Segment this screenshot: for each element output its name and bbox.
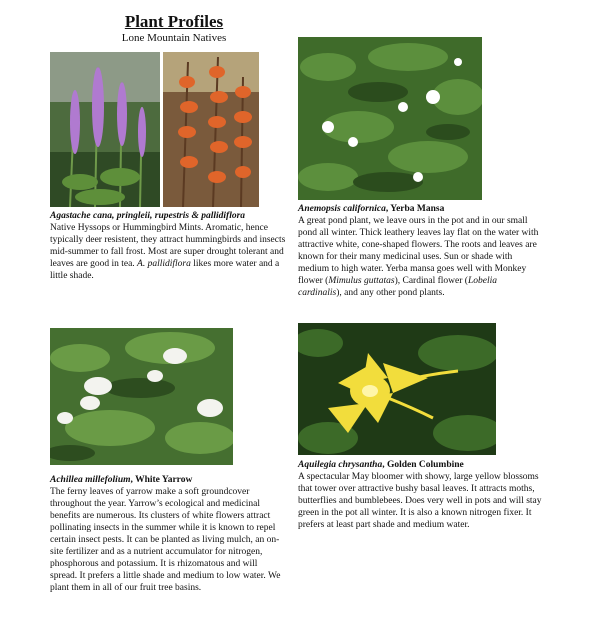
page-title: Plant Profiles [124, 12, 224, 31]
common-name: , Yerba Mansa [385, 204, 445, 214]
profile-white-yarrow [50, 474, 285, 594]
botanical-name: Aquilegia chrysantha [298, 460, 383, 470]
profile-yerba-mansa [298, 203, 540, 299]
profile-description: Native Hyssops or Hummingbird Mints. Aromatic, hence typically deer resistent, they attract hummingbirds and insects mid-summer to fall frost. Most are super drought tolerant and leaves are good in tea. A. pallidiflora likes more water and a little shade. [50, 223, 286, 281]
common-name: , Golden Columbine [382, 460, 464, 470]
profile-agastache [50, 210, 290, 282]
botanical-name: Agastache cana, pringleii, rupestris & pallidiflora [50, 211, 246, 221]
white-yarrow-photo [50, 328, 233, 465]
profile-description: The ferny leaves of yarrow make a soft groundcover throughout the year. Yarrow’s ecological and medicinal benefits are numerous. Its clusters of white flowers attract pollinating insects in the summer while it is known to repel certain insect pests. It can be planted as living mulch, an on-site fertilizer and as a nutrient accumulator for nitrogen, phosphorous and potassium. It is rhizomatous and will spread. It prefers a little shade and medium to low water. We plant them in all of our fruit tree basins. [50, 487, 281, 593]
page-subtitle: Lone Mountain Natives [121, 32, 227, 44]
page-header [50, 12, 298, 45]
profile-heading [50, 474, 285, 486]
profile-description: A spectacular May bloomer with showy, large yellow blossoms that tower over attractive bushy basal leaves. It attracts moths, butterflies and bumblebees. Does very well in pots and will stay green in the pot all winter. It is also a known nitrogen fixer. It prefers at least part shade and medium water. [298, 472, 542, 530]
profile-description: A great pond plant, we leave ours in the pot and in our small pond all winter. Thick leathery leaves lay flat on the water with attractive white, cone-shaped flowers. The roots and leaves are known for their many medicinal uses. Sun or shade with medium to high water. Yerba mansa goes well with Monkey flower (Mimulus guttatas), Cardinal flower (Lobelia cardinalis), and any other pond plants. [298, 216, 539, 298]
yerba-mansa-photo [298, 37, 482, 200]
botanical-name: Achillea millefolium [50, 475, 131, 485]
botanical-name: Anemopsis californica [298, 204, 386, 214]
common-name: , White Yarrow [130, 475, 193, 485]
golden-columbine-photo [298, 323, 496, 455]
profile-heading [298, 459, 542, 471]
profile-heading [50, 210, 290, 222]
profile-heading [298, 203, 540, 215]
agastache-rupestris-photo [163, 52, 259, 207]
profile-golden-columbine [298, 459, 542, 531]
agastache-cana-photo [50, 52, 160, 207]
